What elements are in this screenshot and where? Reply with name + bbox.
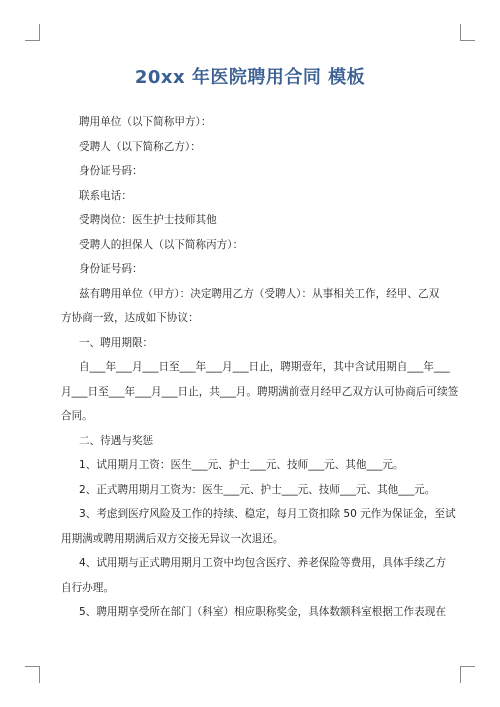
clause-3-line-1: 3、考虑到医疗风险及工作的持续、稳定，每月工资扣除 50 元作为保证金，至试 bbox=[79, 508, 456, 520]
line-employee: 受聘人（以下简称乙方）： bbox=[79, 140, 201, 153]
clause-3-line-2: 用期满或聘用期满后双方交接无异议一次退还。 bbox=[61, 532, 284, 545]
line-id-number: 身份证号码： bbox=[79, 165, 143, 177]
line-phone: 联系电话： bbox=[79, 189, 132, 202]
clause-2: 2、正式聘用期月工资为：医生___元、护士___元、技师___元、其他___元。 bbox=[79, 483, 436, 496]
document-body bbox=[61, 110, 459, 625]
section-heading-term: 一、聘用期限： bbox=[79, 336, 154, 349]
line-position: 受聘岗位：医生护士技师其他 bbox=[79, 214, 217, 226]
paragraph-term-1: 自___年___月___日至___年___月___日止，聘期壹年，其中含试用期自___年___ bbox=[79, 361, 450, 373]
line-guarantor: 受聘人的担保人（以下简称丙方）： bbox=[79, 238, 244, 251]
paragraph-term-3: 合同。 bbox=[61, 410, 93, 422]
section-heading-pay: 二、待遇与奖惩 bbox=[79, 434, 154, 447]
line-guarantor-id: 身份证号码： bbox=[79, 263, 143, 275]
crop-mark-bottom-right bbox=[460, 666, 475, 683]
paragraph-term-2: 月___日至___年___月___日止，共___月。聘期满前壹月经甲乙双方认可协商后可续签 bbox=[61, 385, 459, 398]
crop-mark-bottom-left bbox=[25, 666, 40, 683]
clause-4-line-2: 自行办理。 bbox=[61, 581, 114, 594]
clause-1: 1、试用期月工资：医生___元、护士___元、技师___元、其他___元。 bbox=[79, 459, 404, 471]
clause-5-line-1: 5、聘用期享受所在部门（科室）相应职称奖金，具体数额科室根据工作表现在 bbox=[79, 606, 446, 618]
clause-4-line-1: 4、试用期与正式聘用期月工资中均包含医疗、养老保险等费用，具体手续乙方 bbox=[79, 557, 446, 569]
crop-mark-top-right bbox=[460, 24, 475, 41]
paragraph-intro-1: 兹有聘用单位（甲方）：决定聘用乙方（受聘人）：从事相关工作，经甲、乙双 bbox=[79, 287, 440, 300]
crop-mark-top-left bbox=[25, 24, 40, 41]
line-employer: 聘用单位（以下简称甲方）： bbox=[79, 116, 212, 128]
paragraph-intro-2: 方协商一致，达成如下协议： bbox=[61, 312, 199, 324]
document-title: 20xx 年医院聘用合同 模板 bbox=[134, 67, 366, 88]
